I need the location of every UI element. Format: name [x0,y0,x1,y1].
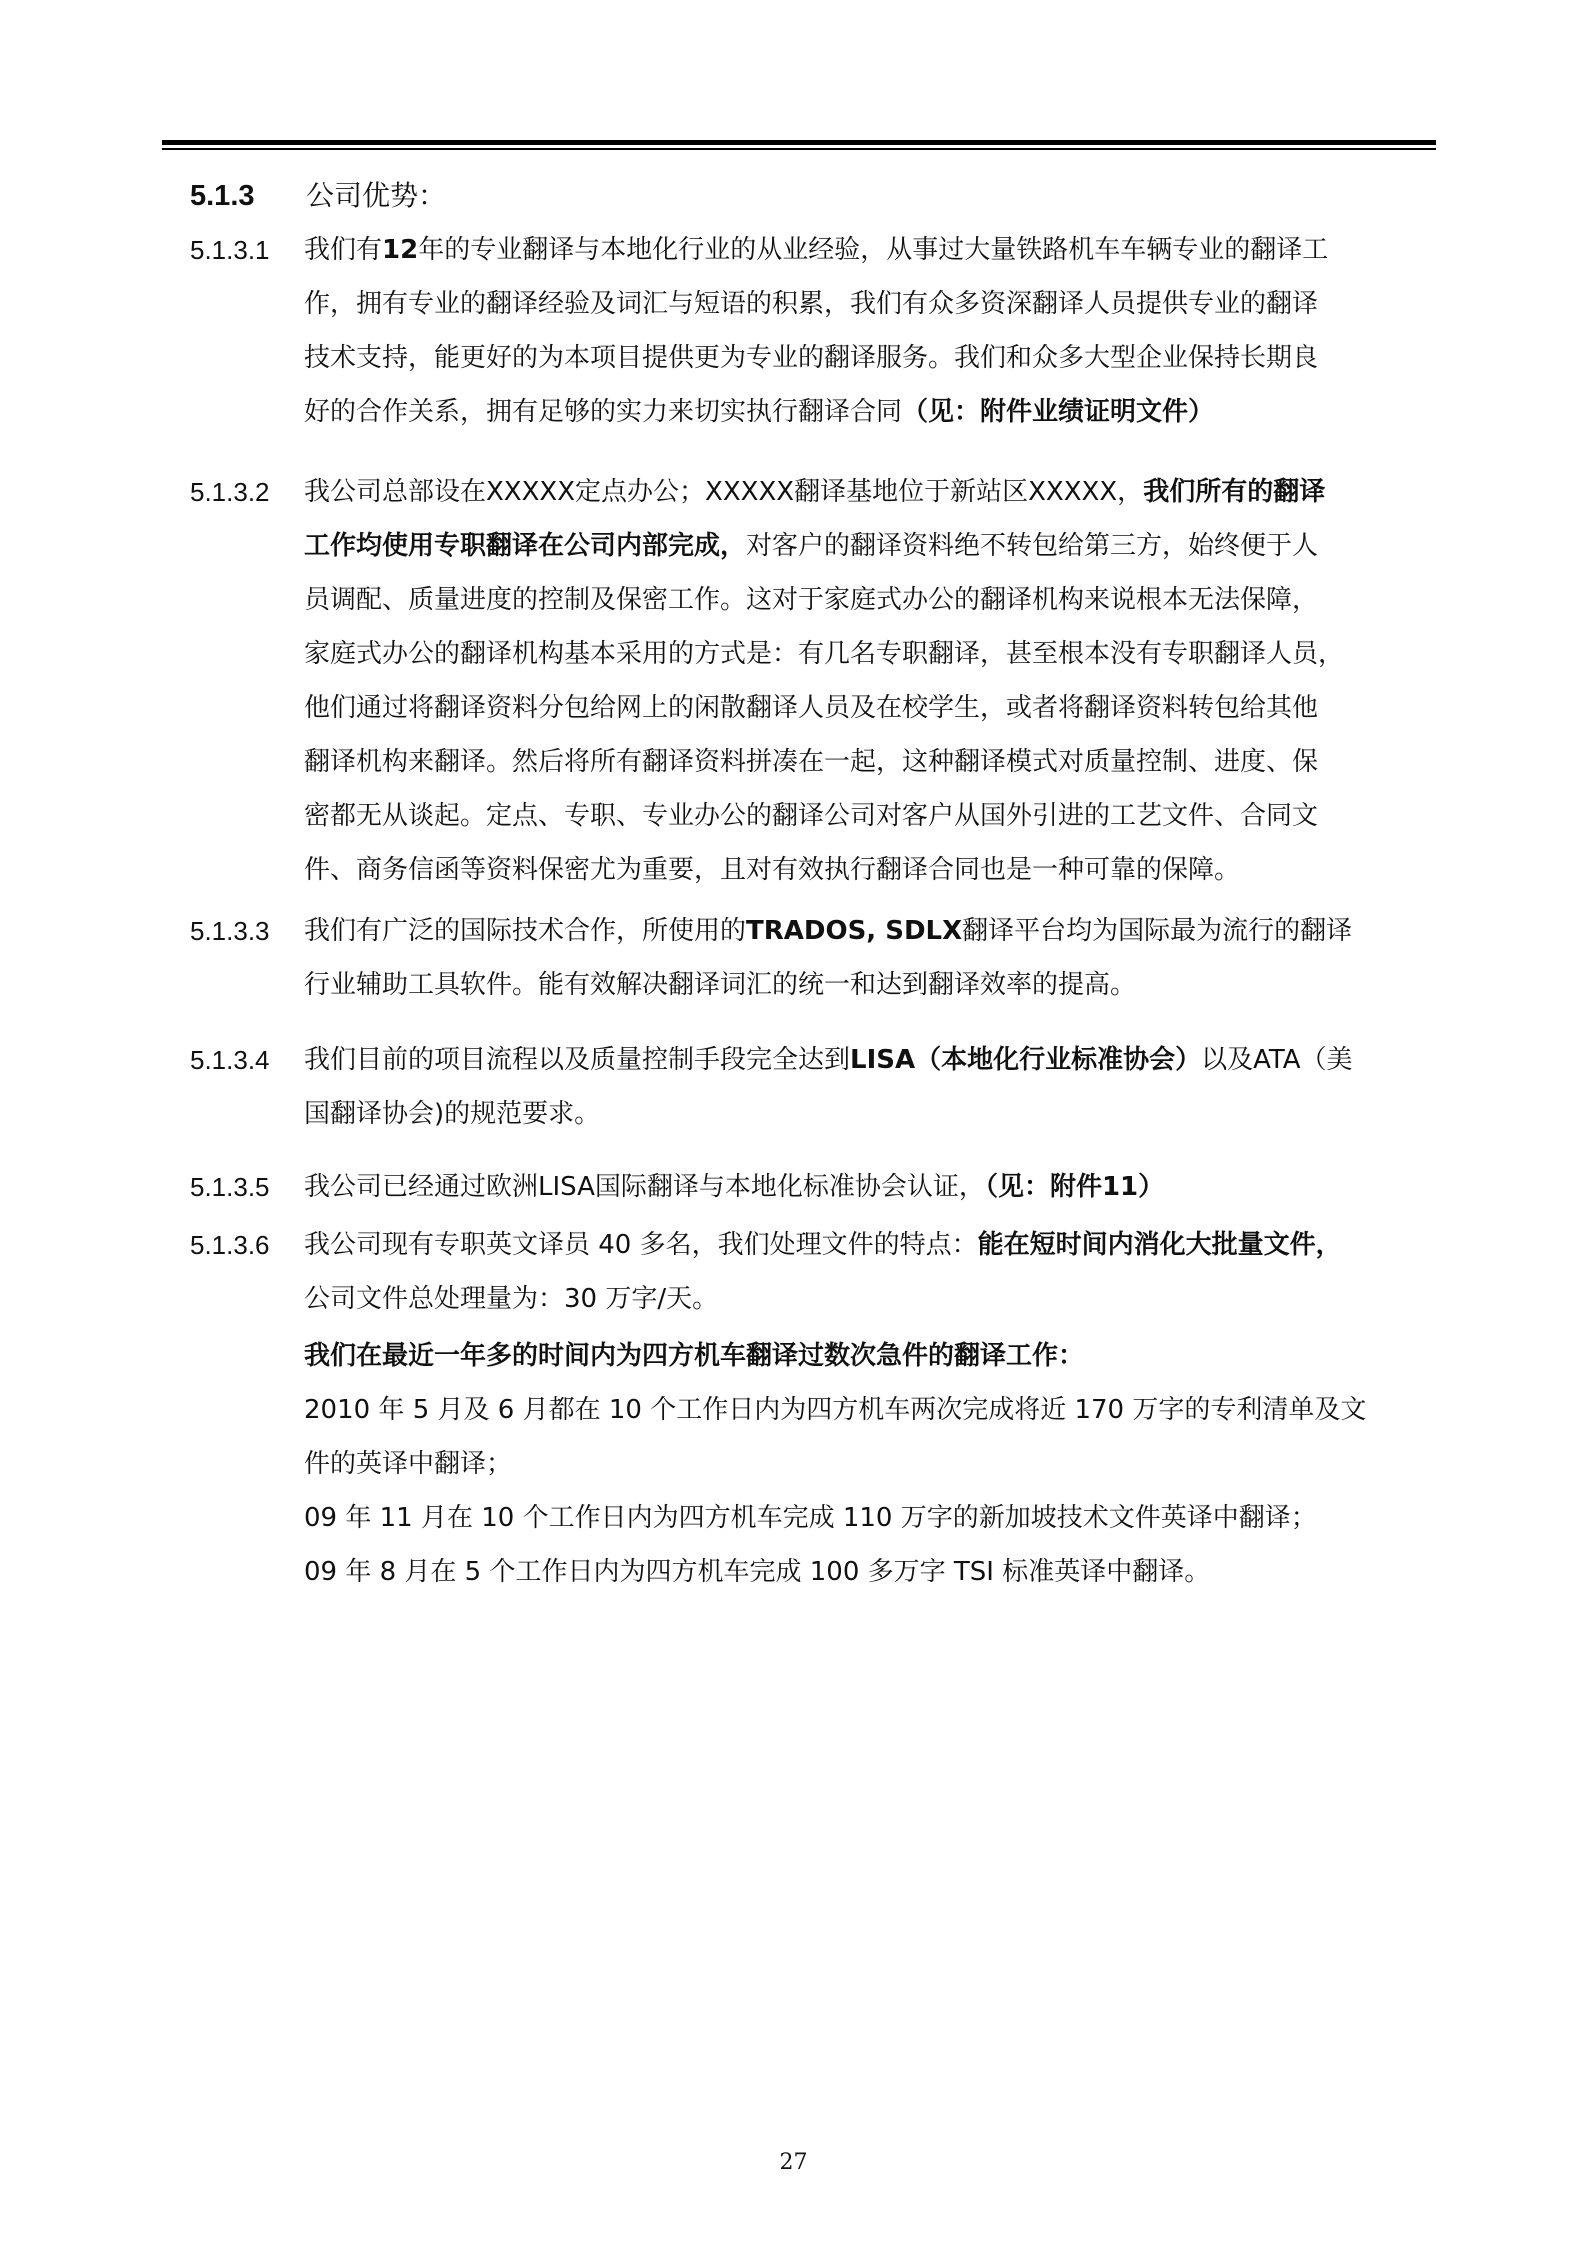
body-text: 09 年 11 月在 10 个工作日内为四方机车完成 110 万字的新加坡技术文件英译中翻译； [304,1503,1317,1533]
body-text: 他们通过将翻译资料分包给网上的闲散翻译人员及在校学生，或者将翻译资料转包给其他 [304,693,1319,723]
body-text: 09 年 8 月在 5 个工作日内为四方机车完成 100 多万字 TSI 标准英译中翻译。 [304,1557,1211,1587]
item-number: 5.1.3.5 [190,1172,270,1202]
item-number: 5.1.3.6 [190,1230,270,1260]
body-text: 我公司现有专职英文译员 40 多名，我们处理文件的特点： [304,1230,978,1260]
bold-text: 工作均使用专职翻译在公司内部完成， [304,531,747,561]
item-text-line [304,1087,600,1141]
item-text-line [304,519,1318,573]
item-text-line [304,465,1325,519]
item-text-line [304,789,1318,843]
section-title: 公司优势： [306,179,447,212]
body-text: 年的专业翻译与本地化行业的从业经验，从事过大量铁路机车车辆专业的翻译工 [418,235,1329,265]
item-text-line [304,1329,1084,1383]
body-text: 好的合作关系，拥有足够的实力来切实执行翻译合同 [304,397,903,427]
body-text: 翻译机构来翻译。然后将所有翻译资料拼凑在一起，这种翻译模式对质量控制、进度、保 [304,747,1319,777]
body-text: 对客户的翻译资料绝不转包给第三方，始终便于人 [746,531,1319,561]
body-text: 我们目前的项目流程以及质量控制手段完全达到 [304,1045,851,1075]
body-text: 员调配、质量进度的控制及保密工作。这对于家庭式办公的翻译机构来说根本无法保障， [304,585,1319,615]
item-text-line [304,1218,1342,1272]
body-text: 我公司已经通过欧洲LISA国际翻译与本地化标准协会认证， [304,1172,985,1202]
header-rule-thin [162,148,1436,150]
item-text-line [304,958,1136,1012]
body-text: 作，拥有专业的翻译经验及词汇与短语的积累，我们有众多资深翻译人员提供专业的翻译 [304,289,1319,319]
body-text: 件、商务信函等资料保密尤为重要，且对有效执行翻译合同也是一种可靠的保障。 [304,855,1241,885]
item-text-line [304,1383,1366,1437]
body-text: 密都无从谈起。定点、专职、专业办公的翻译公司对客户从国外引进的工艺文件、合同文 [304,801,1319,831]
bold-text: （见：附件11） [984,1172,1165,1202]
item-text-line [304,843,1240,897]
body-text: 我公司总部设在XXXXX定点办公；XXXXX翻译基地位于新站区XXXXX， [304,477,1144,507]
item-text-line [304,385,1214,439]
body-text: 翻译平台均为国际最为流行的翻译 [962,916,1353,946]
bold-text: 能在短时间内消化大批量文件， [977,1230,1342,1260]
body-text: 家庭式办公的翻译机构基本采用的方式是：有几名专职翻译，甚至根本没有专职翻译人员， [304,639,1345,669]
body-text: 公司文件总处理量为：30 万字/天。 [304,1284,719,1314]
item-text-line [304,223,1328,277]
item-text-line [304,1272,718,1326]
section-heading [190,176,446,216]
item-text-line [304,1160,1164,1214]
bold-text: TRADOS, SDLX [746,916,963,946]
body-text: 技术支持，能更好的为本项目提供更为专业的翻译服务。我们和众多大型企业保持长期良 [304,343,1319,373]
body-text: 我们有 [304,235,383,265]
item-number: 5.1.3.2 [190,477,270,507]
item-number: 5.1.3.1 [190,235,270,265]
body-text: 国翻译协会)的规范要求。 [304,1099,601,1129]
bold-text: 12 [382,235,419,265]
body-text: 2010 年 5 月及 6 月都在 10 个工作日内为四方机车两次完成将近 170 万字的专利清单及文 [304,1395,1367,1425]
item-text-line [304,277,1318,331]
header-rule-thick [162,140,1436,145]
bold-text: LISA（本地化行业标准协会） [850,1045,1202,1075]
body-text: 件的英译中翻译； [304,1449,513,1479]
item-text-line [304,904,1352,958]
item-text-line [304,1033,1353,1087]
item-text-line [304,1491,1317,1545]
item-number: 5.1.3.4 [190,1045,270,1075]
body-text: 以及ATA（美 [1201,1045,1353,1075]
bold-text: 我们在最近一年多的时间内为四方机车翻译过数次急件的翻译工作： [304,1341,1085,1371]
item-text-line [304,573,1318,627]
body-text: 我们有广泛的国际技术合作，所使用的 [304,916,747,946]
item-text-line [304,735,1318,789]
item-text-line [304,681,1318,735]
bold-text: 我们所有的翻译 [1143,477,1326,507]
item-text-line [304,331,1318,385]
section-number: 5.1.3 [190,180,255,212]
body-text: 行业辅助工具软件。能有效解决翻译词汇的统一和达到翻译效率的提高。 [304,970,1137,1000]
page-number: 27 [779,2150,808,2175]
bold-text: （见：附件业绩证明文件） [902,397,1215,427]
item-text-line [304,1437,512,1491]
item-text-line [304,1545,1210,1599]
item-number: 5.1.3.3 [190,916,270,946]
item-text-line [304,627,1344,681]
